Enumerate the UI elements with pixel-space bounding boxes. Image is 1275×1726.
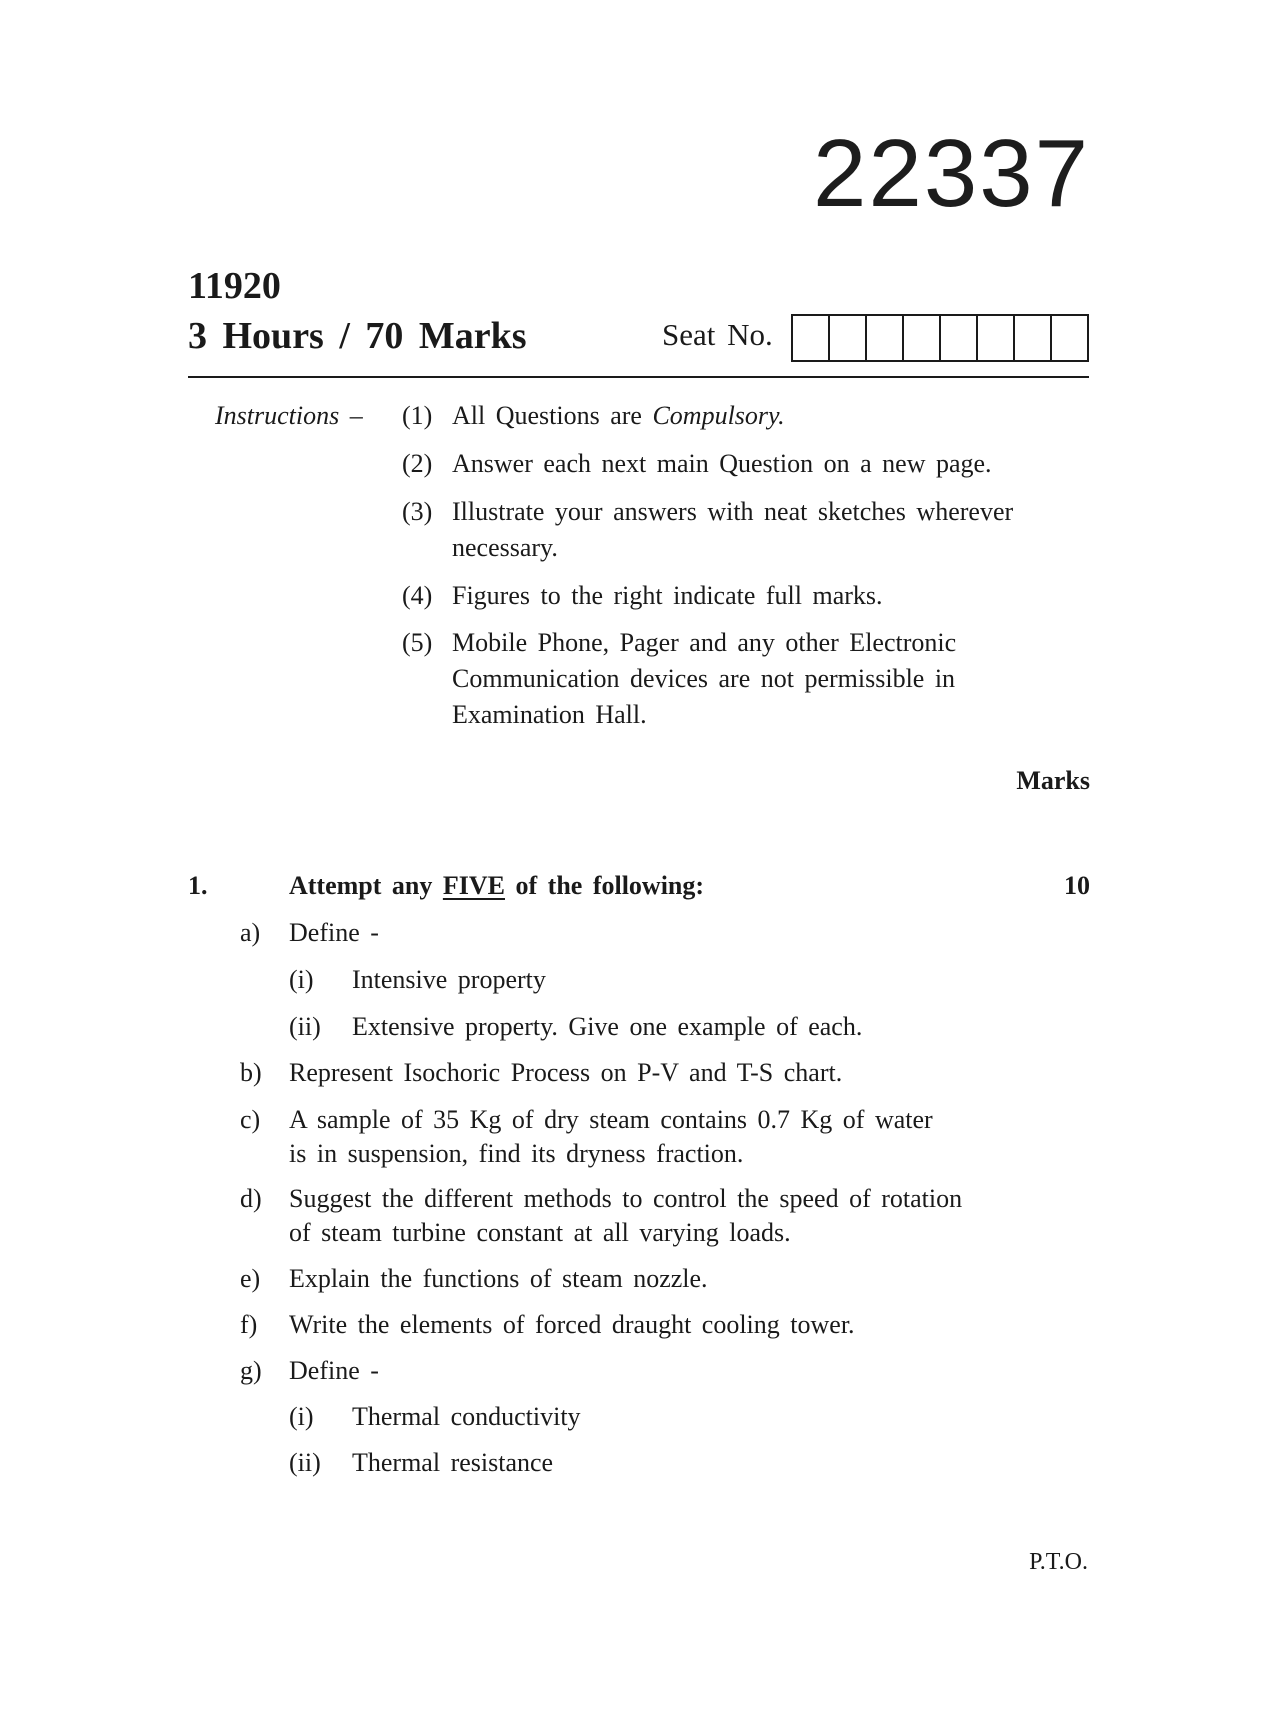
instruction-text: Examination Hall. — [452, 700, 647, 729]
instruction-text: Answer each next main Question on a new page. — [452, 449, 992, 478]
seat-box[interactable] — [867, 316, 904, 360]
header-divider — [188, 376, 1089, 378]
seat-box[interactable] — [941, 316, 978, 360]
seat-box[interactable] — [1052, 316, 1087, 360]
instruction-number: (5) — [402, 628, 433, 657]
instruction-text: necessary. — [452, 533, 558, 562]
part-text: Define - — [289, 918, 379, 947]
seat-box[interactable] — [793, 316, 830, 360]
part-label: a) — [240, 918, 261, 947]
sub-part-label: (i) — [289, 1402, 314, 1431]
part-text: A sample of 35 Kg of dry steam contains 0.7 Kg of water — [289, 1105, 933, 1134]
seat-box[interactable] — [830, 316, 867, 360]
sub-part-text: Thermal conductivity — [352, 1402, 581, 1431]
part-text: Explain the functions of steam nozzle. — [289, 1264, 708, 1293]
page-turn-note: P.T.O. — [1029, 1549, 1088, 1575]
instruction-text — [452, 400, 785, 433]
part-label: g) — [240, 1356, 262, 1385]
sub-part-label: (ii) — [289, 1012, 321, 1041]
sub-part-label: (i) — [289, 965, 314, 994]
part-label: c) — [240, 1105, 261, 1134]
seat-number-label: Seat No. — [662, 317, 773, 352]
question-title — [289, 870, 704, 903]
part-text: is in suspension, find its dryness fraction. — [289, 1139, 744, 1168]
marks-heading: Marks — [1016, 766, 1090, 795]
question-number: 1. — [188, 871, 208, 900]
instruction-text: Communication devices are not permissible in — [452, 664, 956, 693]
instruction-text-part: All Questions are — [452, 401, 653, 430]
seat-box[interactable] — [978, 316, 1015, 360]
question-marks: 10 — [1064, 871, 1090, 900]
instruction-text: Mobile Phone, Pager and any other Electronic — [452, 628, 957, 657]
sub-part-label: (ii) — [289, 1448, 321, 1477]
instruction-number: (4) — [402, 581, 433, 610]
sub-part-text: Thermal resistance — [352, 1448, 554, 1477]
part-text: of steam turbine constant at all varying loads. — [289, 1218, 791, 1247]
question-title-emphasis: FIVE — [442, 871, 505, 900]
seat-box[interactable] — [904, 316, 941, 360]
part-label: f) — [240, 1310, 258, 1339]
question-title-part: of the following: — [505, 871, 705, 900]
part-text: Suggest the different methods to control the speed of rotation — [289, 1184, 963, 1213]
sub-part-text: Intensive property — [352, 965, 546, 994]
subject-code: 22337 — [813, 120, 1090, 227]
question-title-part: Attempt any — [289, 871, 443, 900]
instruction-number: (2) — [402, 449, 433, 478]
paper-code: 11920 — [188, 265, 281, 307]
instruction-number: (3) — [402, 497, 433, 526]
part-text: Write the elements of forced draught cooling tower. — [289, 1310, 855, 1339]
instruction-number: (1) — [402, 401, 433, 430]
duration-marks: 3 Hours / 70 Marks — [188, 315, 527, 357]
seat-number-boxes[interactable] — [791, 314, 1089, 362]
seat-box[interactable] — [1015, 316, 1052, 360]
part-text: Represent Isochoric Process on P-V and T-S chart. — [289, 1058, 843, 1087]
sub-part-text: Extensive property. Give one example of each. — [352, 1012, 863, 1041]
instruction-text: Figures to the right indicate full marks. — [452, 581, 883, 610]
instructions-label: Instructions – — [215, 401, 363, 430]
part-label: d) — [240, 1184, 262, 1213]
instruction-emphasis: Compulsory. — [652, 401, 785, 430]
part-text: Define - — [289, 1356, 379, 1385]
part-label: b) — [240, 1058, 262, 1087]
instruction-text: Illustrate your answers with neat sketches wherever — [452, 497, 1014, 526]
part-label: e) — [240, 1264, 261, 1293]
